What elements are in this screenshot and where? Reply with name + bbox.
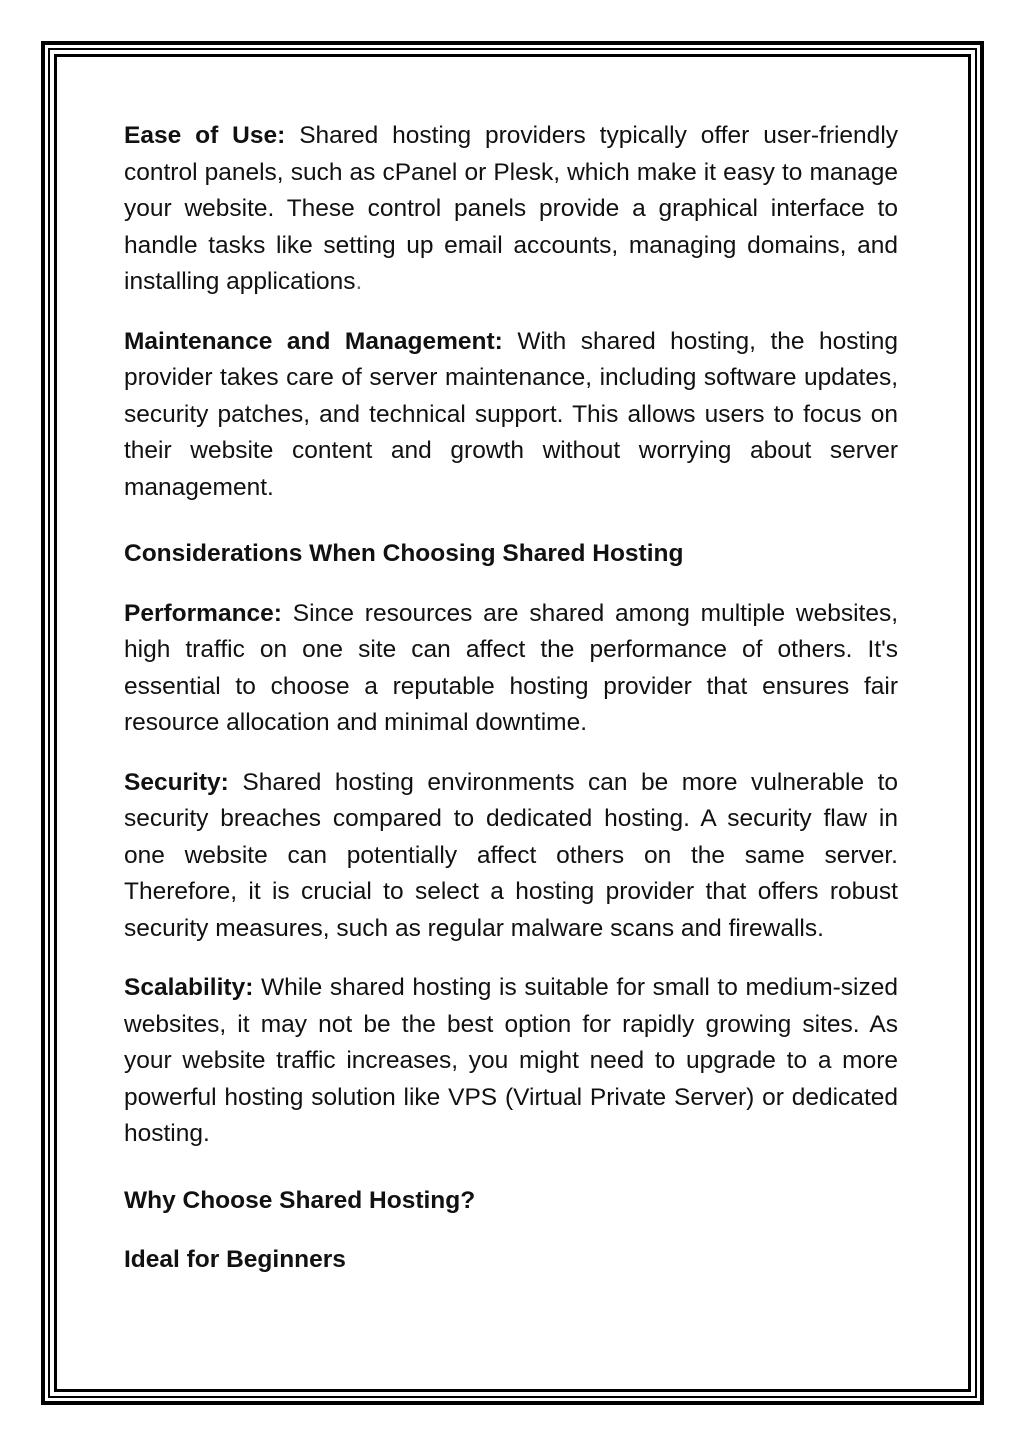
scalability-lead: Scalability: xyxy=(124,974,254,1001)
ideal-for-beginners-heading: Ideal for Beginners xyxy=(124,1246,346,1273)
scalability-paragraph xyxy=(124,970,898,1153)
considerations-heading: Considerations When Choosing Shared Hosting xyxy=(124,540,684,567)
why-choose-heading: Why Choose Shared Hosting? xyxy=(124,1186,476,1214)
ease-of-use-text: Shared hosting providers typically offer user-friendly control panels, such as cPanel or Plesk, which make it easy to manage your website. These control panels provide a graphical interface to handle tasks like setting up email accounts, managing domains, and installing applications xyxy=(124,122,899,295)
performance-paragraph xyxy=(124,596,898,742)
maintenance-paragraph xyxy=(124,324,898,507)
maintenance-lead: Maintenance and Management: xyxy=(124,327,503,355)
performance-lead: Performance: xyxy=(124,599,282,627)
performance-text: Since resources are shared among multiple websites, high traffic on one site can affect the performance of others. It's essential to choose a reputable hosting provider that ensures fair resource allocation and minimal downtime. xyxy=(124,599,899,736)
ease-of-use-paragraph xyxy=(124,118,898,301)
maintenance-text: With shared hosting, the hosting provider takes care of server maintenance, including software updates, security patches, and technical support. This allows users to focus on their website content and growth without worrying about server management. xyxy=(124,327,899,501)
scalability-text: While shared hosting is suitable for small to medium-sized websites, it may not be the best option for rapidly growing sites. As your website traffic increases, you might need to upgrade to a more powerful hosting solution like VPS (Virtual Private Server) or dedicated hosting. xyxy=(124,974,898,1147)
security-paragraph xyxy=(124,765,898,948)
ease-of-use-period: . xyxy=(355,268,363,295)
ease-of-use-lead: Ease of Use: xyxy=(124,122,286,149)
security-text: Shared hosting environments can be more vulnerable to security breaches compared to dedicated hosting. A security flaw in one website can potentially affect others on the same server. Therefore, it is crucial to select a hosting provider that offers robust security measures, such as regular malware scans and firewalls. xyxy=(124,768,899,942)
security-lead: Security: xyxy=(124,768,229,796)
document-body xyxy=(124,118,898,1302)
